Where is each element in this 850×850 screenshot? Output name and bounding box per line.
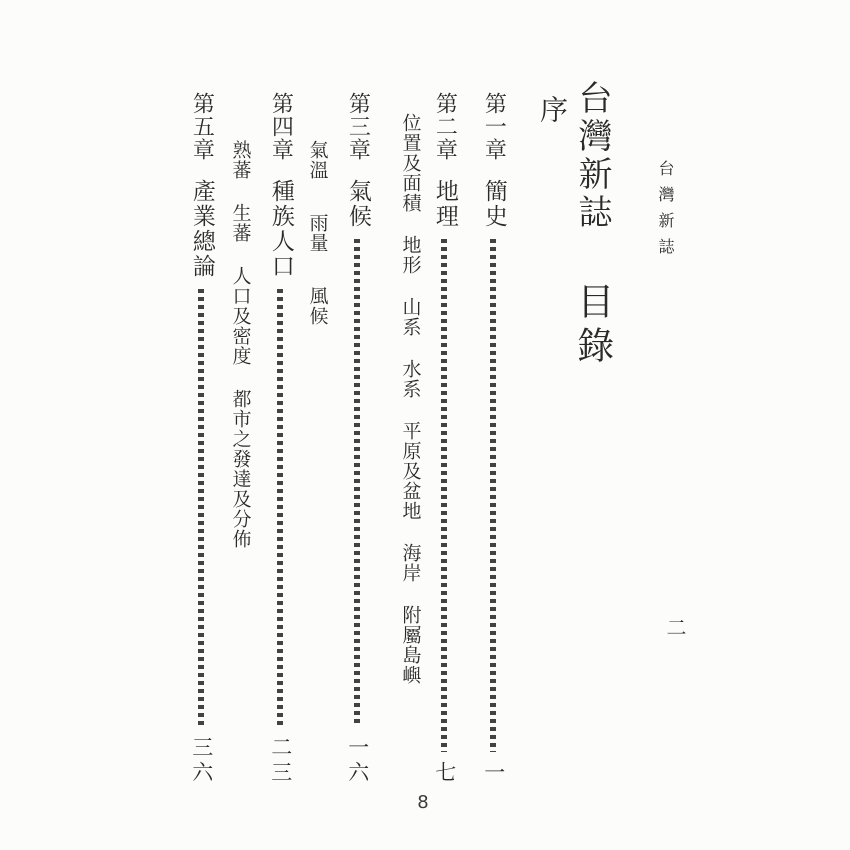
toc-subsection: 風候 xyxy=(306,286,329,326)
toc-page-number: 三六 xyxy=(189,736,214,786)
toc-subsection: 位置及面積 xyxy=(399,113,422,213)
toc-chapter-title: 種族人口 xyxy=(267,179,294,279)
toc-entry-chapter-4 xyxy=(262,92,298,786)
toc-entry-chapter-1 xyxy=(475,92,511,786)
toc-subsection: 雨量 xyxy=(306,213,329,253)
toc-page-number: 一 xyxy=(481,761,506,786)
toc-subsections-chapter-3 xyxy=(304,140,330,326)
toc-chapter-number: 第一章 xyxy=(481,92,507,161)
toc-subsections-chapter-2 xyxy=(397,113,423,685)
book-title xyxy=(570,80,614,370)
toc-page-number: 二三 xyxy=(268,736,293,786)
toc-subsection: 平原及盆地 xyxy=(399,421,422,521)
toc-subsection: 水系 xyxy=(399,359,422,399)
toc-entry-chapter-3 xyxy=(339,92,375,786)
toc-chapter-title: 產業總論 xyxy=(188,179,215,279)
toc-chapter-number: 第二章 xyxy=(432,92,458,161)
dotted-leader xyxy=(277,289,283,727)
dotted-leader xyxy=(354,239,360,727)
toc-chapter-number: 第三章 xyxy=(345,92,371,161)
toc-subsection: 都市之發達及分佈 xyxy=(229,389,252,549)
toc-subsection: 山系 xyxy=(399,297,422,337)
dotted-leader xyxy=(441,239,447,752)
toc-page-number: 一六 xyxy=(345,736,370,786)
toc-subsection: 氣溫 xyxy=(306,140,329,180)
toc-entry-chapter-5 xyxy=(183,92,219,786)
toc-chapter-number: 第五章 xyxy=(189,92,215,161)
toc-entry-chapter-2 xyxy=(426,92,462,786)
toc-subsection: 生蕃 xyxy=(229,203,252,243)
dotted-leader xyxy=(490,239,496,752)
preface-heading: 序 xyxy=(536,95,569,123)
toc-subsection: 熟蕃 xyxy=(229,140,252,180)
toc-subsection: 地形 xyxy=(399,235,422,275)
book-title-text: 台灣新誌 xyxy=(572,80,613,232)
dotted-leader xyxy=(198,289,204,727)
toc-chapter-number: 第四章 xyxy=(268,92,294,161)
toc-heading: 目錄 xyxy=(570,282,614,370)
margin-folio-number: 二 xyxy=(663,617,687,637)
running-header: 台灣新誌 xyxy=(656,160,675,264)
print-page-number: 8 xyxy=(417,792,429,813)
toc-page-number: 七 xyxy=(432,761,457,786)
toc-subsection: 附屬島嶼 xyxy=(399,605,422,685)
toc-subsection: 海岸 xyxy=(399,543,422,583)
toc-chapter-title: 地理 xyxy=(431,179,458,229)
toc-subsection: 人口及密度 xyxy=(229,266,252,366)
toc-subsections-chapter-4 xyxy=(227,140,253,549)
toc-chapter-title: 氣候 xyxy=(344,179,371,229)
toc-chapter-title: 簡史 xyxy=(480,179,507,229)
